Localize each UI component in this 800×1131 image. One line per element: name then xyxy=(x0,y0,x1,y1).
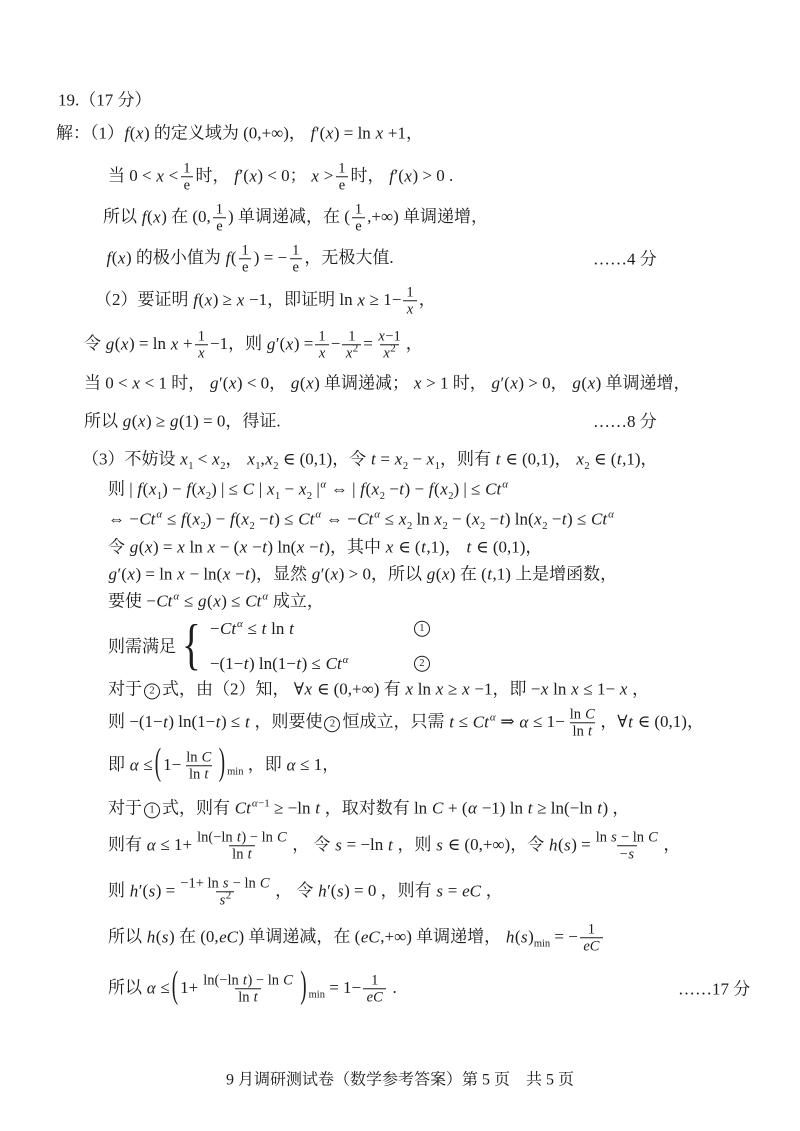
part3-case1: 对于 1 式，则有 $Ct^{\alpha-1} \ge -\ln$ t ，取对数有 ln C + (α −1) ln t ≥ ln(−ln t) ， xyxy=(108,797,630,818)
score-marker: ……17 分 xyxy=(678,979,751,999)
fraction: $\frac{\text{ln(−ln t) − ln C}}{\text{ln t}}$ xyxy=(197,829,287,863)
circled-number: 2 xyxy=(144,683,160,699)
q19-header: 19.（17 分） xyxy=(58,90,152,110)
part1-extremum: f(x) 的极小值为 f( $\frac{1}{e}$ ) = − $\frac{1}{e}$ ，无极大值. ……4 分 xyxy=(106,242,657,276)
part3-equiv1: 则 | $f(x_1) - f(x_2)$ | ≤ C | $x_1 - x_2$ $|^\alpha$ ⇔ | $f(x_2 -t) - f(x_2)$ | ≤ $Ct^\alpha$ xyxy=(108,478,508,502)
system-equation-row xyxy=(210,653,432,674)
fraction: $\frac{\text{−1+ ln s − ln C}}{s^2}$ xyxy=(180,875,270,909)
big-paren-open: ( xyxy=(171,964,179,1007)
part3-gprime: g′(x) = ln x − ln(x −t)，显然 g′(x) > 0，所以 g(x) 在 (t,1) 上是增函数， xyxy=(108,564,618,584)
part1-domain: 解：（1）f(x) 的定义域为 (0,+∞)， f′(x) = ln x +1， xyxy=(56,123,423,143)
part2-gdef: 令 g(x) = ln x + $\frac{1}{x}$ −1，则 g′(x) = $\frac{1}{x}$ − $\frac{1}{x^2}$ = $\frac{x-1}{x^2}$ ， xyxy=(84,328,423,362)
fraction: $\frac{\text{ln s − ln C}}{-s}$ xyxy=(595,829,658,863)
part3-hmin: 所以 h(s) 在 (0,eC) 单调递减，在 (eC,+∞) 单调递增， $h(s)_{min}$ = − $\frac{1}{eC}$ xyxy=(108,921,605,954)
circled-number: 1 xyxy=(144,802,160,818)
score-marker: ……4 分 xyxy=(593,249,657,269)
fraction: $\frac{\text{ln(−ln t) − ln C}}{\text{ln t}}$ xyxy=(203,972,293,1006)
part2-monotone: 当 0 < x < 1 时， g′(x) < 0， g(x) 单调递减； x > 1 时， g′(x) > 0， g(x) 单调递增， xyxy=(84,373,691,393)
part3-system xyxy=(108,614,432,677)
equation: $-Ct^\alpha \le t$ ln t xyxy=(209,618,294,638)
score-marker: ……8 分 xyxy=(593,411,657,431)
big-paren-open: ( xyxy=(154,741,162,784)
part3-need: 要使 $-Ct^\alpha \le g(x) \le Ct^\alpha$ 成立， xyxy=(108,590,324,611)
system-brace-icon: { xyxy=(182,614,201,677)
circled-number: 2 xyxy=(414,656,430,672)
part1-monotone: 所以 f(x) 在 (0, $\frac{1}{e}$ ) 单调递减，在 ( $\frac{1}{e}$ ,+∞) 单调递增， xyxy=(103,201,488,235)
system-equation-row xyxy=(210,618,432,639)
part3-case1b: 则有 α ≤ 1+ $\frac{\text{ln(−ln t) − ln C}}{\text{ln t}}$ ， 令 s = −ln t ，则 s ∈ (0,+∞)，令 h(s) = $\frac{\text{ln s − ln C}}{-s}$ ， xyxy=(108,829,681,863)
fraction: $\frac{1}{e}$ xyxy=(289,242,302,275)
fraction: $\frac{\text{ln C}}{\text{ln t}}$ xyxy=(569,706,595,740)
part3-setup: （3）不妨设 $x_1 < x_2$， $x_1,x_2$ ∈ (0,1)，令 $t = x_2 - x_1$，则有 t ∈ (0,1)， $x_2$ ∈ (t,1)， xyxy=(82,449,658,472)
part3-case2: 对于 2 式，由（2）知， ∀x ∈ (0,+∞) 有 x ln x ≥ x −1，即 −x ln x ≤ 1− x ， xyxy=(108,679,650,699)
part3-case2b: 则 −(1−t) ln(1−t) ≤ t ，则要使 2 恒成立，只需 $t \le Ct^\alpha$ ⇒ α ≤ 1− $\frac{\text{ln C}}{\text{ln t}}$ ，∀t ∈ (0,1)， xyxy=(108,706,704,740)
page-footer: 9 月调研测试卷（数学参考答案）第 5 页 共 5 页 xyxy=(225,1071,574,1089)
fraction: $\frac{\text{ln C}}{\text{ln t}}$ xyxy=(186,749,212,783)
system-label: 则需满足 xyxy=(108,636,176,656)
part3-final: 所以 α ≤ ( 1+ $\frac{\text{ln(−ln t) − ln C}}{\text{ln t}}$ ) $_{min}$ = 1− $\frac{1}{eC}$ . ……17 分 xyxy=(108,972,397,1005)
part3-gdef: 令 g(x) = x ln x − (x −t) ln(x −t)，其中 x ∈ (t,1)， t ∈ (0,1)， xyxy=(108,537,543,557)
fraction: $\frac{1}{e}$ xyxy=(180,160,193,193)
fraction: $\frac{1}{e}$ xyxy=(239,242,252,275)
fraction: $\frac{1}{e}$ xyxy=(335,160,348,193)
fraction: $\frac{1}{e}$ xyxy=(213,201,226,234)
fraction: $\frac{1}{x}$ xyxy=(195,328,208,361)
part3-alpha-min: 即 α ≤ ( 1− $\frac{\text{ln C}}{\text{ln t}}$ ) $_{min}$ ，即 α ≤ 1， xyxy=(108,749,339,782)
circled-number: 2 xyxy=(324,716,340,732)
system-rows xyxy=(210,618,432,675)
fraction: $\frac{1}{eC}$ xyxy=(363,972,386,1005)
part3-equiv2: ⇔ $-Ct^\alpha \le f(x_2) - f(x_2 -t) \le Ct^\alpha$ ⇔ $-Ct^\alpha \le x_2$ $\ln x_2 - (x_2 -t)$ $\ln(x_2 -t) \le Ct^\alpha$ xyxy=(108,508,614,532)
part1-sign: 当 0 < x < $\frac{1}{e}$ 时， f′(x) < 0； x > $\frac{1}{e}$ 时， f′(x) > 0 . xyxy=(108,160,454,194)
part3-hprime: 则 h′(s) = $\frac{\text{−1+ ln s − ln C}}{s^2}$ ， 令 h′(s) = 0 ，则有 s = eC ， xyxy=(108,875,503,909)
big-paren-close: ) xyxy=(300,964,307,1007)
fraction: $\frac{1}{x}$ xyxy=(403,284,416,317)
part2-claim: （2）要证明 f(x) ≥ x −1，即证明 ln x ≥ 1− $\frac{1}{x}$ ， xyxy=(95,284,436,318)
fraction: $\frac{1}{eC}$ xyxy=(580,921,603,954)
fraction: $\frac{1}{e}$ xyxy=(352,201,365,234)
circled-number: 1 xyxy=(414,620,430,636)
part2-conclusion: 所以 g(x) ≥ g(1) = 0，得证. ……8 分 xyxy=(84,411,657,431)
fraction: $\frac{1}{x}$ xyxy=(315,328,328,361)
fraction: $\frac{1}{x^2}$ xyxy=(342,328,361,361)
fraction: $\frac{x-1}{x^2}$ xyxy=(378,328,401,362)
big-paren-close: ) xyxy=(218,741,226,784)
equation: −(1−t) $\ln(1-t) \le Ct^\alpha$ xyxy=(209,653,349,673)
